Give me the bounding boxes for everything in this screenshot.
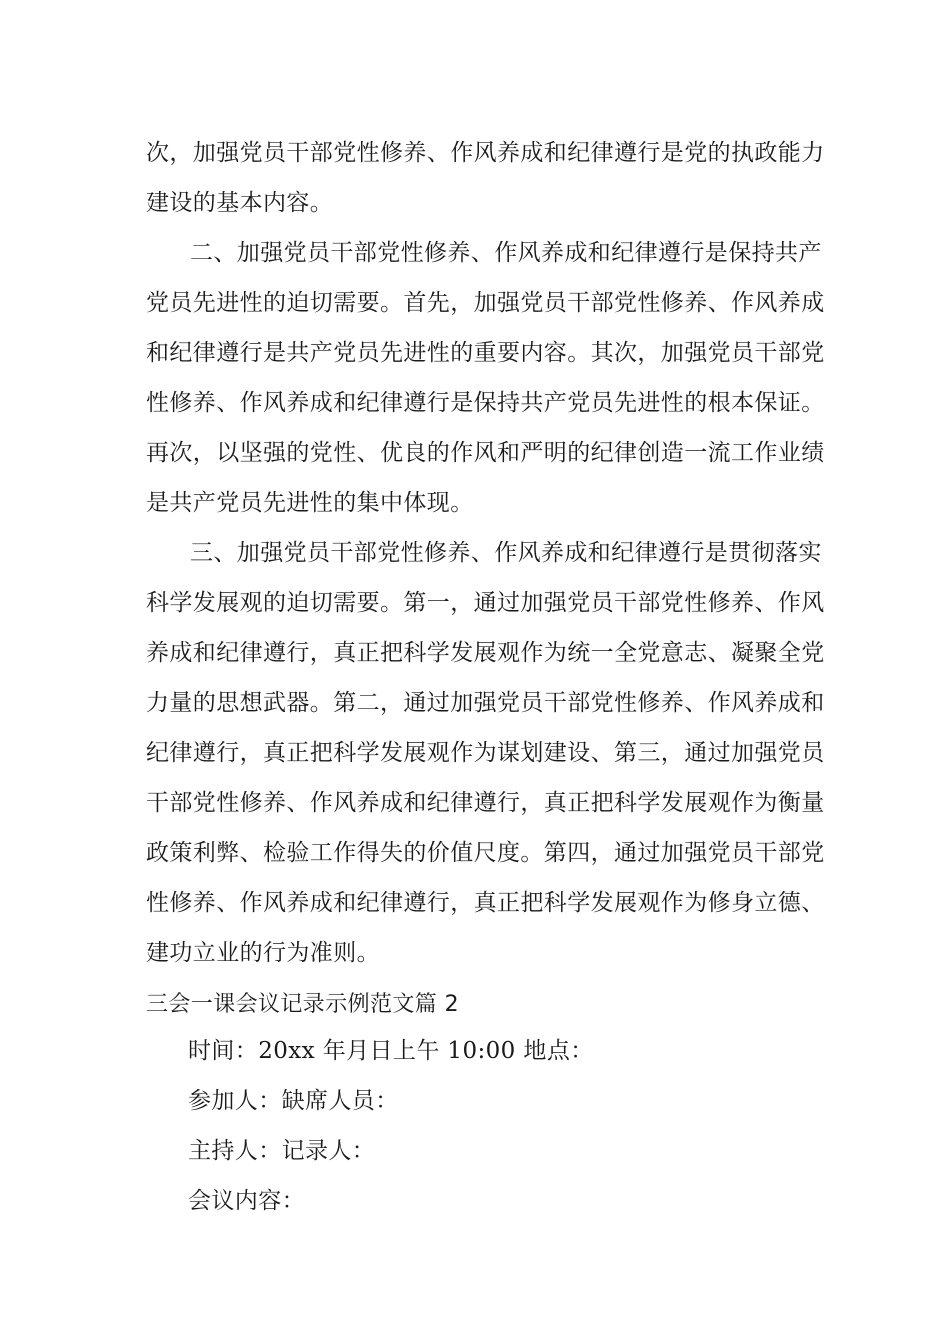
text-line: 养成和纪律遵行，真正把科学发展观作为统一全党意志、凝聚全党: [146, 640, 825, 666]
paragraph-2: [146, 228, 825, 528]
text-line: 三、加强党员干部党性修养、作风养成和纪律遵行是贯彻落实: [190, 540, 822, 566]
text-line: 次，加强党员干部党性修养、作风养成和纪律遵行是党的执政能力: [146, 140, 825, 166]
text-line: 性修养、作风养成和纪律遵行是保持共产党员先进性的根本保证。: [146, 390, 825, 416]
meeting-time: 时间：20xx 年月日上午 10:00 地点：: [188, 1038, 594, 1064]
meeting-participants: 参加人：缺席人员：: [188, 1088, 399, 1114]
meeting-host: 主持人：记录人：: [188, 1138, 376, 1164]
text-line: 纪律遵行，真正把科学发展观作为谋划建设、第三，通过加强党员: [146, 740, 825, 766]
document-page: [146, 128, 825, 1226]
text-line: 政策利弊、检验工作得失的价值尺度。第四，通过加强党员干部党: [146, 840, 825, 866]
text-line: 力量的思想武器。第二，通过加强党员干部党性修养、作风养成和: [146, 690, 825, 716]
text-line: 干部党性修养、作风养成和纪律遵行，真正把科学发展观作为衡量: [146, 790, 825, 816]
text-line: 党员先进性的迫切需要。首先，加强党员干部党性修养、作风养成: [146, 290, 825, 316]
text-line: 和纪律遵行是共产党员先进性的重要内容。其次，加强党员干部党: [146, 340, 825, 366]
meeting-content: 会议内容：: [188, 1188, 305, 1214]
text-line: 二、加强党员干部党性修养、作风养成和纪律遵行是保持共产: [190, 240, 822, 266]
meeting-meta: [146, 1026, 808, 1226]
section-heading: 三会一课会议记录示例范文篇 2: [146, 992, 459, 1017]
text-line: 是共产党员先进性的集中体现。: [146, 490, 474, 516]
text-line: 再次，以坚强的党性、优良的作风和严明的纪律创造一流工作业绩: [146, 440, 825, 466]
text-line: 建功立业的行为准则。: [146, 940, 380, 966]
paragraph-1: [146, 128, 825, 228]
text-line: 建设的基本内容。: [146, 190, 334, 216]
paragraph-3: [146, 528, 825, 978]
text-line: 科学发展观的迫切需要。第一，通过加强党员干部党性修养、作风: [146, 590, 825, 616]
text-line: 性修养、作风养成和纪律遵行，真正把科学发展观作为修身立德、: [146, 890, 825, 916]
